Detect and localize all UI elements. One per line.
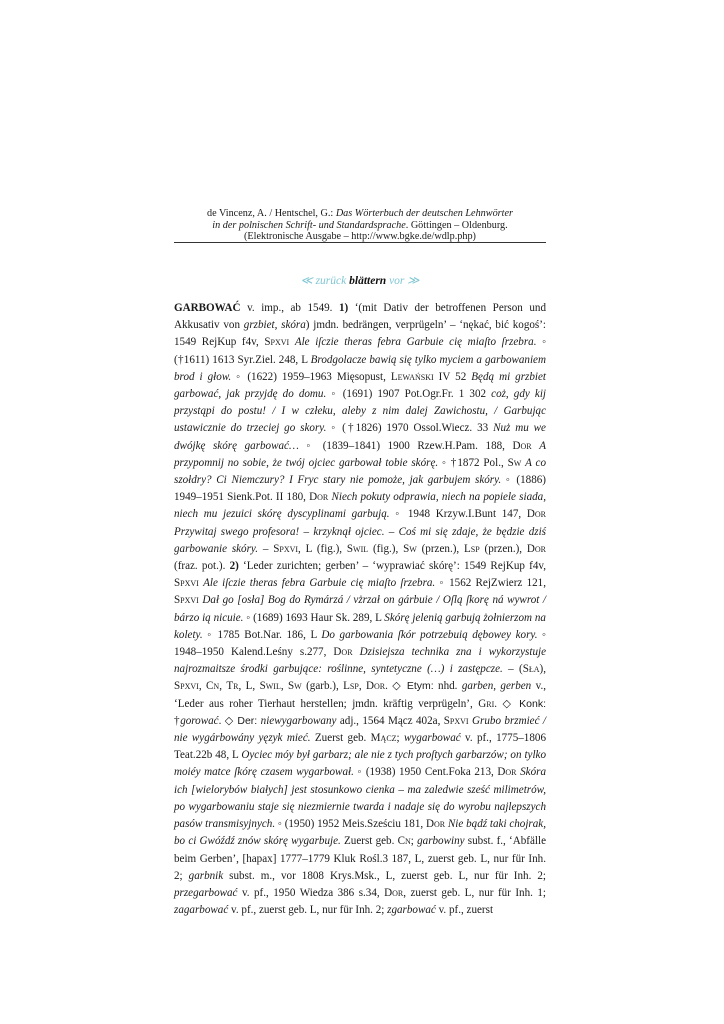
entry-text-run: ◦ (1689) 1693 Haur Sk. 289, L [243, 611, 385, 624]
entry-text-run: . ◇ [494, 697, 520, 710]
entry-text-run: ; [396, 732, 404, 745]
entry-text-run: ◦ (†1826) 1970 Ossol.Wiecz. 33 [326, 422, 494, 435]
entry-text-run: ◦ 1562 RejZwierz 121, [435, 577, 547, 590]
quotation-run: Skóra ich [wielorybów białych] jest stosunkowo cienka – ma zaledwie sześć milimetrów, po wygarbowaniu staje się niezmiernie twarda i nadaje się do wyrobu najlepszych pasów transmisyjnych. [174, 766, 546, 831]
source-abbrev: Dor [497, 766, 517, 779]
dictionary-entry [174, 300, 546, 919]
citation-title-cont: in der polnischen Schrift- und Standardsprache [212, 219, 406, 231]
entry-body [174, 300, 546, 919]
quotation-run: Nie bądź taki chojrak, bo ci Gwóźdź znów skórę wygarbuje. [174, 818, 546, 848]
entry-text-run: , L, [238, 680, 260, 693]
source-abbrev: Dor [526, 542, 547, 555]
entry-text-run: . ◇ [385, 680, 407, 693]
entry-text-run: v. pf., zuerst [435, 904, 494, 917]
quotation-run: Ale iſczie theras febra Garbuie cię miaſto ſrzebra. [203, 577, 436, 590]
source-abbrev: Sła [522, 663, 540, 676]
quotation-run: Dał go [osła] Bog do Rymárzá / vżrzał on gárbuie / Oſlą ſkorę ná wywrot / bárzo ią nicuie. [174, 594, 546, 624]
source-abbrev: Spxvi [174, 594, 199, 607]
source-abbrev: Dor [333, 646, 353, 659]
entry-text-run: ) jmdn. bedrängen, verprügeln’ – ‘nękać, bić kogoś’: 1549 RejKup f4v, [174, 319, 547, 349]
source-abbrev: Swil [259, 680, 281, 693]
entry-text-run: , [198, 680, 206, 693]
quotation-run: grzbiet, skóra [243, 319, 306, 332]
quotation-run: Do garbowania ſkór potrzebuią dębowey kory. [321, 628, 538, 641]
entry-text-run: ‘(mit Dativ der betroffenen Person und Akkusativ von [174, 302, 546, 332]
entry-text-run: Zuerst geb. [310, 732, 371, 745]
sense-number: 1) [338, 302, 349, 314]
quotation-run: wygarbować [403, 732, 461, 745]
entry-text-run: v. pf., 1950 Wiedza 386 s.34, [237, 886, 385, 899]
quotation-run: garben, gerben [461, 680, 532, 693]
sense-number: 2) [229, 560, 239, 573]
citation-url: (Elektronische Ausgabe – http://www.bgke.de/wdlp.php) [244, 231, 476, 243]
entry-text-run: v. pf., zuerst geb. L, nur für Inh. 2; [228, 904, 388, 917]
entry-text-run: ◦ (†1611) 1613 Syr.Ziel. 248, L [174, 336, 547, 366]
entry-text-run: subst. f., ‘Abfälle beim Gerben’, [hapax] 1777–1779 Kluk Rośl.3 187, L, zuerst geb. L, nur für Inh. 2; [174, 835, 547, 882]
entry-text-run: (garb.), [301, 680, 344, 693]
entry-text-run: v. imp., ab 1549. [240, 302, 339, 314]
source-abbrev: Spxvi [443, 714, 469, 727]
source-abbrev: Sw [507, 456, 522, 469]
headword: GARBOWAĆ [174, 302, 241, 314]
citation-authors: de Vincenz, A. / Hentschel, G.: [207, 208, 336, 219]
source-abbrev: Dor [384, 886, 404, 899]
page-navigation [174, 273, 546, 287]
next-arrows-icon[interactable]: ≫ [407, 275, 420, 287]
entry-text-run: ), [539, 663, 546, 676]
source-abbrev: Spxvi [264, 336, 290, 349]
entry-text-run: ◦ 1948 Krzyw.I.Bunt 147, [389, 508, 527, 521]
quotation-run: A przypomnij no sobie, że twój ojciec garbował tobie skórę. [174, 439, 546, 469]
back-link[interactable]: zurück [315, 275, 347, 287]
section-label: Der: [237, 714, 258, 727]
quotation-run: zagarbować [174, 904, 229, 917]
source-abbrev: Dor [425, 818, 446, 831]
entry-text-run: ◦ (1886) 1949–1951 Sienk.Pot. II 180, [174, 474, 546, 504]
browse-label: blättern [349, 275, 387, 287]
entry-text-run: (przen.), [479, 542, 527, 555]
quotation-run: Oyciec móy był garbarz; ale nie z tych proſtych garbarzów; on tylko moiéy matce ſkórę czasem wygarbował. [174, 749, 546, 779]
entry-text-run: adj., 1564 Mącz 402a, [336, 714, 444, 727]
source-abbrev: Dor [309, 491, 329, 504]
source-abbrev: Gri [478, 697, 495, 710]
quotation-run: zgarbować [387, 904, 436, 917]
entry-text-run: subst. m., vor 1808 Krys.Msk., L, zuerst geb. L, nur für Inh. 2; [223, 869, 547, 882]
entry-text-run: ◦ 1948–1950 Kalend.Leśny s.277, [174, 628, 546, 659]
entry-text-run: , [280, 680, 288, 693]
entry-text-run: , L (fig.), [298, 542, 347, 555]
header-divider [174, 242, 546, 243]
source-abbrev: Swil [346, 542, 369, 555]
source-abbrev: Dor [526, 508, 546, 521]
quotation-run: A co szołdry? Ci Niemczury? I Fryc stary nie pomoże, jak garbujem skóry. [174, 456, 546, 487]
entry-text-run: ◦ (1938) 1950 Cent.Foka 213, [353, 766, 498, 779]
quotation-run: coż, gdy kij przystąpi do postu! / I w człeku, aleby z nim dalej Zawichostu, / Garbując ustawicznie do trzeciej go skory. [174, 388, 546, 435]
quotation-run: Ale iſczie theras febra Garbuie cię miaſto ſrzebra. [294, 336, 537, 349]
entry-text-run: nhd. [433, 680, 462, 693]
citation-line-1 [174, 208, 546, 220]
entry-text-run: IV 52 [433, 370, 472, 383]
entry-text-run: Zuerst geb. [340, 835, 398, 848]
quotation-run: gorować [180, 714, 219, 727]
entry-text-run: ◦ (1839–1841) 1900 Rzew.H.Pam. 188, [298, 439, 513, 452]
quotation-run: Nuż mu we dwójkę skórę garbować… [174, 422, 546, 452]
source-abbrev: Lsp [343, 680, 359, 693]
entry-text-run: , [358, 680, 366, 693]
entry-text-run: , zuerst geb. L, nur für Inh. 1; [403, 886, 546, 899]
entry-text-run: . ◇ [218, 714, 238, 727]
prev-arrows-icon[interactable]: ≪ [300, 275, 313, 287]
entry-text-run: ; [410, 835, 418, 848]
quotation-run: Grubo brzmieć / nie wygárbowány yęzyk mieć. [174, 714, 547, 745]
quotation-run: Przywitaj swego profesora! – krzyknął ojciec. – Coś mi się zdaje, że będzie dziś garbowanie skóry. [174, 525, 546, 555]
section-label: Konk: [519, 697, 546, 710]
source-abbrev: Cn [206, 680, 220, 693]
source-abbrev: Dor [512, 439, 532, 452]
entry-text-run: ◦ 1785 Bot.Nar. 186, L [202, 628, 322, 641]
forward-link[interactable]: vor [389, 275, 405, 287]
citation-header [174, 208, 546, 243]
entry-text-run: ◦ (1950) 1952 Meis.Sześciu 181, [275, 818, 426, 831]
quotation-run: Będą mi grzbiet garbować, jak przyjdę do domu. [174, 370, 546, 401]
source-abbrev: Spxvi [273, 542, 299, 555]
entry-text-run: – ( [502, 663, 523, 676]
source-abbrev: Mącz [370, 732, 397, 745]
citation-line-2 [174, 220, 546, 232]
entry-text-run: (przen.), [416, 542, 464, 555]
source-abbrev: Sw [288, 680, 302, 693]
citation-publisher: . Göttingen – Oldenburg. [405, 219, 508, 231]
source-abbrev: Lsp [464, 542, 480, 555]
quotation-run: garbowiny [417, 835, 465, 848]
entry-text-run: v. pf., 1775–1806 Teat.22b 48, L [174, 732, 546, 762]
source-abbrev: Lewański [390, 370, 434, 383]
citation-title: Das Wörterbuch der deutschen Lehnwörter [335, 208, 513, 219]
entry-text-run: † [174, 714, 181, 727]
entry-text-run: ◦ †1872 Pol., [438, 456, 508, 469]
quotation-run: Brodgolacze bawią się tylko myciem a garbowaniem brod i głow. [174, 353, 546, 383]
quotation-run: Skórę jelenią garbują żołnierzom na kolety. [174, 611, 546, 641]
source-abbrev: Tr [226, 680, 239, 693]
section-label: Etym: [406, 680, 434, 693]
entry-text-run: (fig.), [368, 542, 404, 555]
entry-text-run [353, 646, 360, 658]
quotation-run: Dzisiejsza technika zna i wykorzystuje najrozmaitsze środki garbujące: roślinne, syntetyczne (…) i zastępcze. [174, 646, 547, 676]
source-abbrev: Sw [403, 542, 417, 555]
source-abbrev: Dor [366, 680, 386, 693]
source-abbrev: Cn [397, 835, 411, 848]
entry-text-run: ‘Leder zurichten; gerben’ – ‘wyprawiać skórę’: 1549 RejKup f4v, [238, 560, 546, 573]
entry-text-run: – [258, 542, 274, 555]
quotation-run: Niech pokuty odprawia, niech na popiele siada, niech mu jezuici skórę dyscyplinami garbują. [174, 491, 546, 521]
source-abbrev: Spxvi [174, 680, 199, 693]
entry-text-run: (fraz. pot.). [174, 560, 230, 573]
quotation-run: garbnik [188, 869, 224, 882]
entry-text-run: , [219, 680, 227, 693]
source-abbrev: Spxvi [174, 577, 199, 590]
quotation-run: niewygarbowany [260, 714, 337, 727]
quotation-run: przegarbować [174, 886, 238, 899]
entry-text-run: ◦ (1691) 1907 Pot.Ogr.Fr. 1 302 [326, 388, 492, 401]
entry-text-run: v., ‘Leder aus roher Tierhaut herstellen; jmdn. kräftig verprügeln’, [174, 680, 546, 710]
entry-text-run: ◦ (1622) 1959–1963 Mięsopust, [231, 370, 391, 383]
